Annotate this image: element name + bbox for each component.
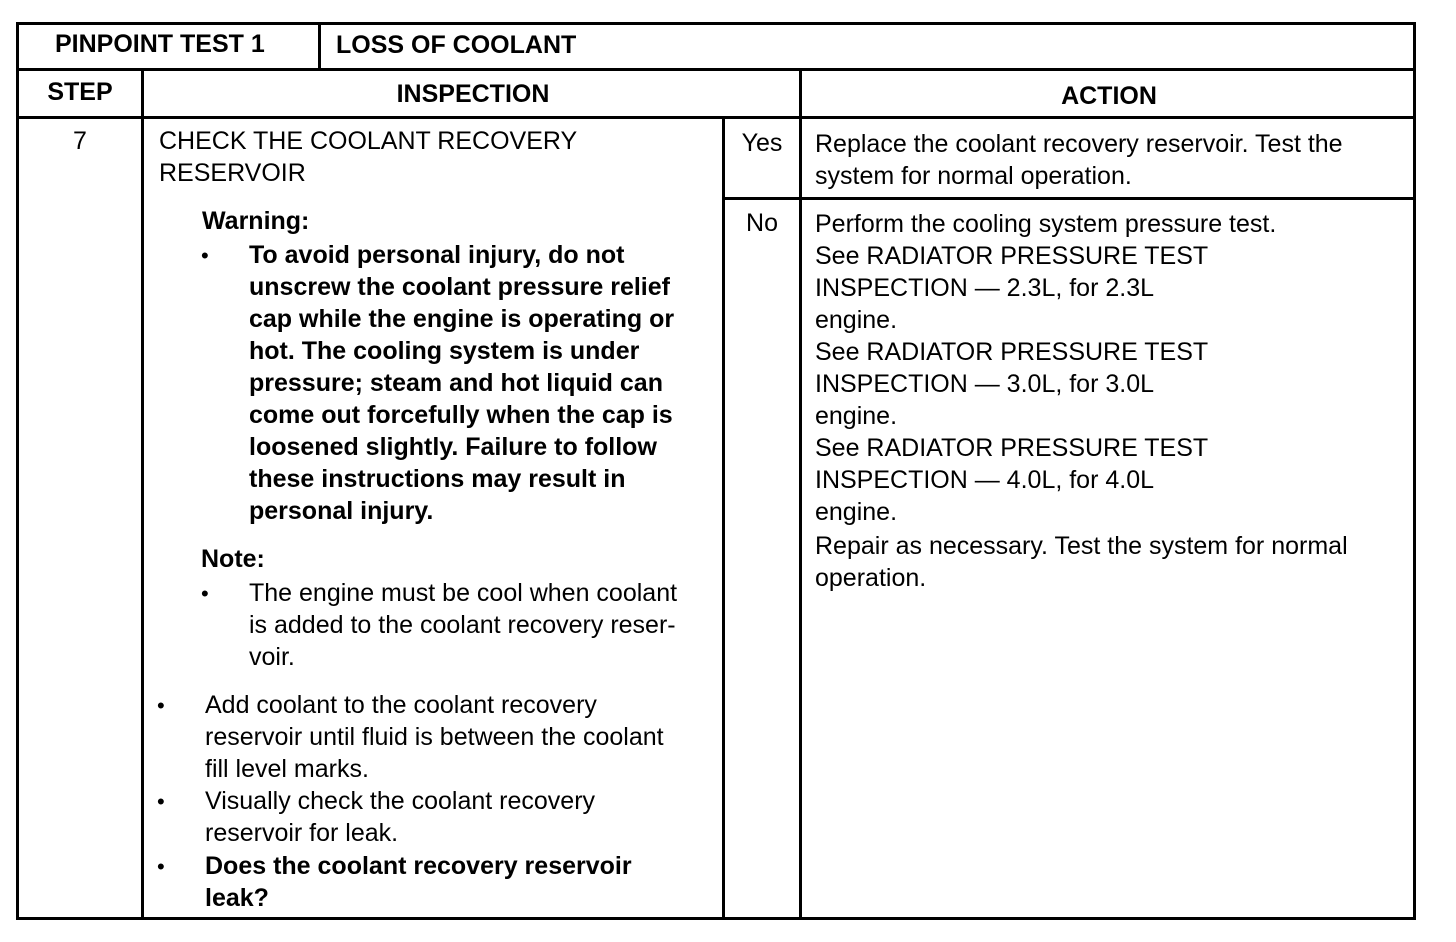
inspection-title-line1: CHECK THE COOLANT RECOVERY (159, 127, 578, 155)
no-action-line: engine. (815, 306, 898, 334)
note-line: The engine must be cool when coolant (249, 579, 678, 607)
yes-action-line: system for normal operation. (815, 162, 1132, 190)
no-action-line: operation. (815, 564, 927, 592)
note-label: Note: (201, 545, 265, 573)
no-action-line: Repair as necessary. Test the system for normal (815, 532, 1348, 560)
no-action-line: See RADIATOR PRESSURE TEST (815, 242, 1209, 270)
no-action-line: See RADIATOR PRESSURE TEST (815, 434, 1209, 462)
header-divider (16, 68, 1416, 71)
test-label: PINPOINT TEST 1 (55, 30, 265, 58)
yes-no-divider (722, 197, 1416, 200)
warning-line: To avoid personal injury, do not (249, 241, 625, 269)
no-action-line: INSPECTION — 2.3L, for 2.3L (815, 274, 1155, 302)
procedure-bullet: • (157, 789, 165, 814)
answer-no: No (746, 209, 778, 237)
warning-line: these instructions may result in (249, 465, 626, 493)
note-line: is added to the coolant recovery reser- (249, 611, 676, 639)
warning-line: cap while the engine is operating or (249, 305, 675, 333)
procedure-line: Add coolant to the coolant recovery (205, 691, 597, 719)
procedure-line: reservoir for leak. (205, 819, 399, 847)
answer-yes: Yes (741, 129, 783, 157)
warning-label: Warning: (202, 207, 310, 235)
column-header-step: STEP (47, 78, 113, 106)
note-line: voir. (249, 643, 295, 671)
procedure-bullet: • (157, 854, 165, 879)
column-header-divider (16, 116, 1416, 119)
warning-line: pressure; steam and hot liquid can (249, 369, 663, 397)
step-number: 7 (73, 127, 87, 155)
column-header-inspection: INSPECTION (396, 80, 550, 108)
procedure-line: Visually check the coolant recovery (205, 787, 596, 815)
header-title-divider (318, 22, 321, 70)
action-column-divider (799, 68, 802, 920)
warning-bullet: • (201, 243, 209, 268)
warning-line: personal injury. (249, 497, 434, 525)
step-column-divider (141, 68, 144, 920)
no-action-line: INSPECTION — 3.0L, for 3.0L (815, 370, 1155, 398)
no-action-line: engine. (815, 402, 898, 430)
question-line: Does the coolant recovery reservoir (205, 852, 632, 880)
procedure-line: reservoir until fluid is between the coolant (205, 723, 664, 751)
procedure-line: fill level marks. (205, 755, 369, 783)
warning-line: loosened slightly. Failure to follow (249, 433, 657, 461)
inspection-title-line2: RESERVOIR (159, 159, 306, 187)
note-bullet: • (201, 581, 209, 606)
test-title: LOSS OF COOLANT (336, 31, 577, 59)
warning-line: unscrew the coolant pressure relief (249, 273, 670, 301)
procedure-bullet: • (157, 693, 165, 718)
no-action-line: Perform the cooling system pressure test. (815, 210, 1277, 238)
question-line: leak? (205, 884, 269, 912)
warning-line: hot. The cooling system is under (249, 337, 640, 365)
no-action-line: See RADIATOR PRESSURE TEST (815, 338, 1209, 366)
yes-action-line: Replace the coolant recovery reservoir. Test the (815, 130, 1343, 158)
warning-line: come out forcefully when the cap is (249, 401, 673, 429)
no-action-line: engine. (815, 498, 898, 526)
no-action-line: INSPECTION — 4.0L, for 4.0L (815, 466, 1155, 494)
column-header-action: ACTION (1061, 82, 1157, 110)
